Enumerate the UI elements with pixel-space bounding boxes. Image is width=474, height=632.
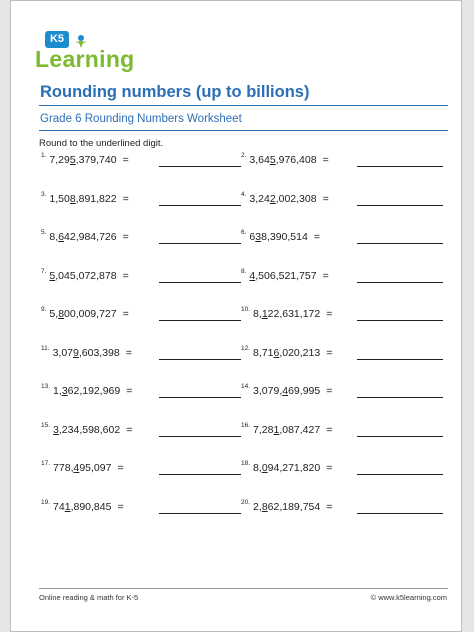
underlined-digit: 6 <box>58 231 65 243</box>
underlined-digit: 4 <box>73 462 80 474</box>
answer-blank-15[interactable] <box>159 436 241 437</box>
problem-18 <box>241 462 332 474</box>
answer-blank-12[interactable] <box>357 359 443 360</box>
problem-number: 2. <box>241 152 247 159</box>
answer-blank-17[interactable] <box>159 474 241 475</box>
digits-after: 8,390,514 <box>261 231 308 243</box>
digits-before: 1,50 <box>49 192 70 205</box>
digits-before: 1, <box>53 385 62 397</box>
equals-sign: = <box>322 192 329 205</box>
problem-4 <box>241 190 329 205</box>
underlined-digit: 1 <box>261 308 268 320</box>
digits-after: ,002,308 <box>275 192 317 205</box>
digits-before: 778, <box>53 462 74 474</box>
digits-after: ,234,598,602 <box>58 423 121 436</box>
underlined-digit: 4 <box>282 385 289 397</box>
digits-before: 3,64 <box>249 154 270 166</box>
underlined-digit: 3 <box>61 385 68 397</box>
worksheet-title: Rounding numbers (up to billions) <box>40 83 310 101</box>
footer-left: Online reading & math for K-5 <box>39 593 139 602</box>
problem-number: 16. <box>241 421 251 429</box>
answer-blank-4[interactable] <box>357 205 443 206</box>
problem-number: 11. <box>41 344 50 352</box>
digits-after: 62,189,754 <box>267 500 321 513</box>
underlined-digit: 4 <box>249 269 256 282</box>
footer-rule <box>39 588 448 589</box>
problem-11 <box>41 344 132 359</box>
problem-9 <box>41 308 129 320</box>
logo-badge: K5 <box>45 31 69 48</box>
problem-number: 5. <box>41 229 47 236</box>
digits-after: ,020,213 <box>279 346 321 359</box>
answer-blank-1[interactable] <box>159 166 241 167</box>
equals-sign: = <box>117 500 124 513</box>
digits-after: 42,984,726 <box>64 231 117 243</box>
underlined-digit: 8 <box>69 192 76 205</box>
digits-after: 22,631,172 <box>267 308 321 320</box>
problem-1 <box>41 154 129 166</box>
underlined-digit: 2 <box>269 192 276 205</box>
problem-6 <box>241 231 320 243</box>
problem-number: 14. <box>241 383 251 390</box>
problem-14 <box>241 385 332 397</box>
digits-after: 62,192,969 <box>67 385 121 397</box>
problem-number: 6. <box>241 229 247 236</box>
equals-sign: = <box>326 462 333 474</box>
underlined-digit: 0 <box>261 462 268 474</box>
k5-learning-logo <box>35 31 135 77</box>
equals-sign: = <box>326 423 333 436</box>
digits-before: 2, <box>253 500 262 513</box>
digits-after: ,087,427 <box>279 423 321 436</box>
answer-blank-16[interactable] <box>357 436 443 437</box>
problem-number: 7. <box>41 267 47 275</box>
problem-20 <box>241 498 333 513</box>
equals-sign: = <box>125 346 132 359</box>
answer-blank-18[interactable] <box>357 474 443 475</box>
underlined-digit: 1 <box>64 500 71 513</box>
digits-after: 69,995 <box>288 385 321 397</box>
problem-5 <box>41 231 129 243</box>
worksheet-page <box>10 0 462 632</box>
equals-sign: = <box>126 423 133 436</box>
footer-right: © www.k5learning.com <box>370 593 447 602</box>
underlined-digit: 8 <box>261 500 268 513</box>
equals-sign: = <box>122 231 129 243</box>
answer-blank-19[interactable] <box>159 513 241 514</box>
problem-number: 8. <box>241 267 247 275</box>
underlined-digit: 5 <box>269 154 276 166</box>
answer-blank-13[interactable] <box>159 397 241 398</box>
digits-before: 5, <box>49 308 59 320</box>
problem-number: 1. <box>41 152 47 159</box>
problem-number: 15. <box>41 421 51 429</box>
logo-wordmark: Learning <box>35 46 135 72</box>
equals-sign: = <box>322 269 329 282</box>
digits-after: ,891,822 <box>75 192 117 205</box>
underlined-digit: 3 <box>255 231 262 243</box>
underlined-digit: 3 <box>53 423 59 436</box>
digits-after: ,379,740 <box>75 154 117 166</box>
equals-sign: = <box>326 308 333 320</box>
digits-after: ,976,408 <box>275 154 317 166</box>
problem-number: 17. <box>41 460 51 467</box>
digits-after: 95,097 <box>79 462 112 474</box>
digits-after: 00,009,727 <box>64 308 117 320</box>
problem-16 <box>241 421 333 436</box>
digits-after: ,506,521,757 <box>255 269 317 282</box>
problem-number: 19. <box>41 498 51 506</box>
equals-sign: = <box>322 154 329 166</box>
answer-blank-20[interactable] <box>357 513 443 514</box>
problem-12 <box>241 344 333 359</box>
underlined-digit: 5 <box>49 269 56 282</box>
underlined-digit: 9 <box>73 346 79 359</box>
problem-number: 20. <box>241 498 251 506</box>
digits-before: 8, <box>253 308 262 320</box>
equals-sign: = <box>313 231 320 243</box>
equals-sign: = <box>122 269 129 282</box>
problem-8 <box>241 267 329 282</box>
problem-19 <box>41 498 124 513</box>
equals-sign: = <box>326 385 333 397</box>
answer-blank-14[interactable] <box>357 397 443 398</box>
answer-blank-8[interactable] <box>357 282 443 283</box>
equals-sign: = <box>126 385 133 397</box>
digits-before: 8,71 <box>253 346 274 359</box>
problem-15 <box>41 421 133 436</box>
equals-sign: = <box>326 500 333 513</box>
problem-number: 18. <box>241 460 251 467</box>
digits-before: 3,07 <box>52 346 73 359</box>
digits-before: 7,29 <box>49 154 70 166</box>
digits-before: 74 <box>53 500 65 513</box>
problem-number: 13. <box>41 383 51 390</box>
answer-blank-10[interactable] <box>357 320 443 321</box>
problem-17 <box>41 462 124 474</box>
underlined-digit: 6 <box>273 346 280 359</box>
title-rule <box>39 105 448 106</box>
equals-sign: = <box>122 154 129 166</box>
digits-after: ,045,072,878 <box>55 269 117 282</box>
problem-number: 3. <box>41 190 47 198</box>
equals-sign: = <box>117 462 124 474</box>
worksheet-subtitle: Grade 6 Rounding Numbers Worksheet <box>40 113 242 125</box>
digits-before: 8, <box>253 462 262 474</box>
digits-after: ,603,398 <box>78 346 120 359</box>
digits-before: 6 <box>249 231 256 243</box>
problem-number: 9. <box>41 306 47 313</box>
digits-after: 94,271,820 <box>267 462 321 474</box>
equals-sign: = <box>122 192 129 205</box>
digits-before: 7,28 <box>253 423 274 436</box>
underlined-digit: 5 <box>69 154 76 166</box>
subtitle-rule <box>39 130 448 131</box>
answer-blank-2[interactable] <box>357 166 443 167</box>
underlined-digit: 8 <box>58 308 65 320</box>
answer-blank-7[interactable] <box>159 282 241 283</box>
answer-blank-6[interactable] <box>357 243 443 244</box>
problem-number: 12. <box>241 344 251 352</box>
equals-sign: = <box>326 346 333 359</box>
instructions: Round to the underlined digit. <box>39 138 164 149</box>
problem-13 <box>41 385 132 397</box>
problem-7 <box>41 267 129 282</box>
problem-3 <box>41 190 129 205</box>
answer-blank-11[interactable] <box>159 359 241 360</box>
problem-number: 10. <box>241 306 251 313</box>
problem-10 <box>241 308 332 320</box>
digits-before: 3,079, <box>253 385 283 397</box>
problem-2 <box>241 154 329 166</box>
problem-number: 4. <box>241 190 247 198</box>
answer-blank-3[interactable] <box>159 205 241 206</box>
equals-sign: = <box>122 308 129 320</box>
underlined-digit: 1 <box>273 423 280 436</box>
answer-blank-5[interactable] <box>159 243 241 244</box>
digits-before: 8, <box>49 231 59 243</box>
digits-before: 3,24 <box>249 192 270 205</box>
digits-after: ,890,845 <box>70 500 112 513</box>
answer-blank-9[interactable] <box>159 320 241 321</box>
